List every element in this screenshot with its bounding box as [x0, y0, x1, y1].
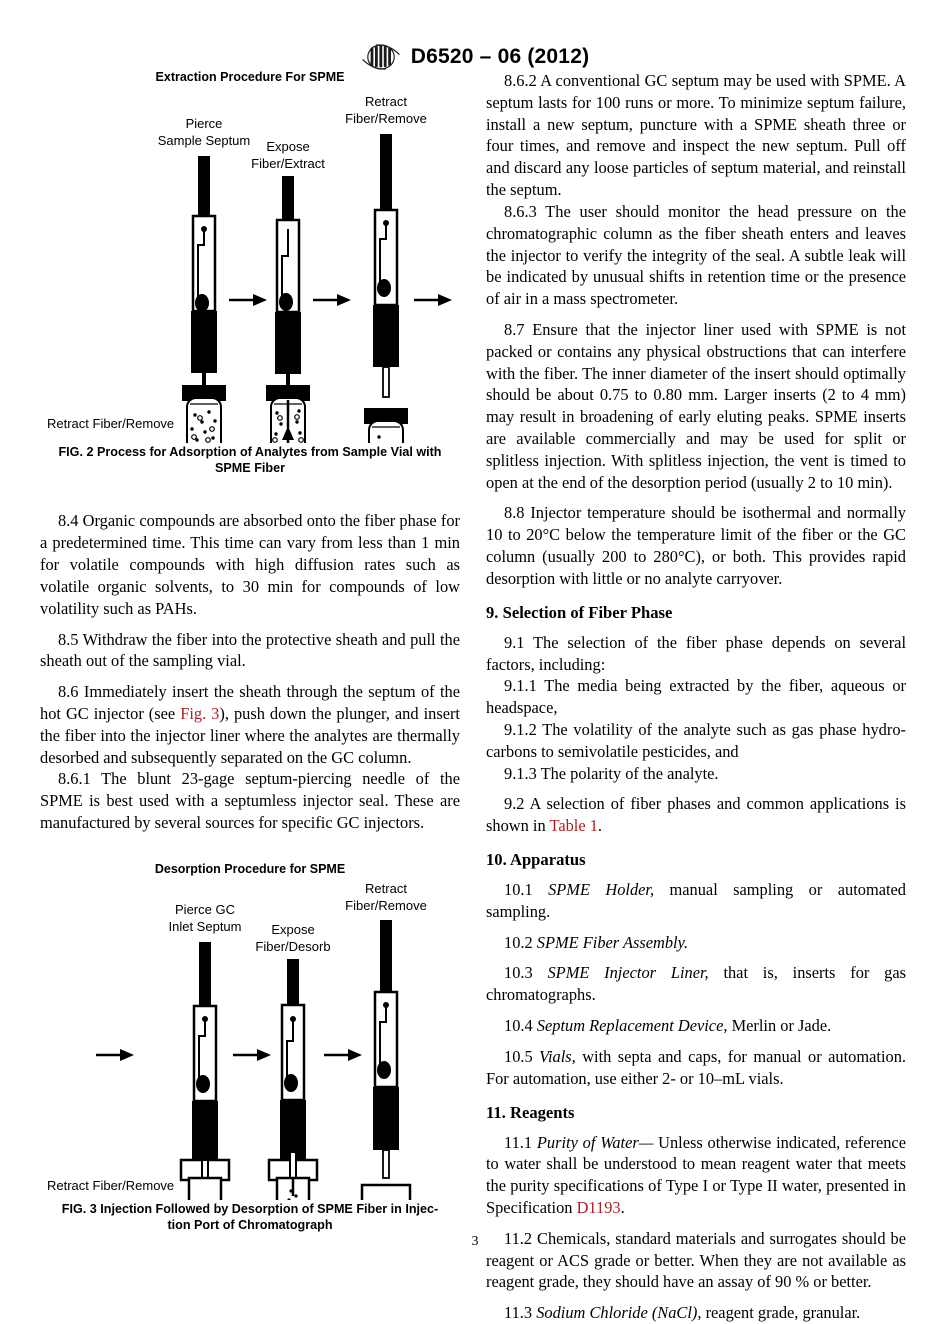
paragraph-8-5: 8.5 Withdraw the fiber into the protective sheath and pull the sheath out of the sampling vial. — [40, 629, 460, 671]
fig2-device-1 — [182, 156, 226, 443]
fig2-step1-label-line1: Pierce — [185, 116, 223, 131]
p103-term: SPME Injector Liner, — [547, 963, 709, 983]
fig2-device-2 — [266, 176, 310, 443]
p102-term: SPME Fiber Assembly. — [536, 932, 689, 952]
section-heading-11: 11. Reagents — [486, 1102, 575, 1122]
fig2-side-label: Retract Fiber/Remove — [47, 416, 175, 431]
fig2-step1-label-line2: Sample Septum — [157, 133, 251, 148]
fig2-device-3 — [364, 134, 408, 443]
p105-num: 10.5 — [504, 1046, 540, 1066]
fig2-arrow-2 — [313, 294, 351, 306]
paragraph-8-6 — [40, 681, 460, 768]
fig3-step3-label-line2: Fiber/Remove — [345, 897, 427, 913]
document-designation: D6520 – 06 (2012) — [410, 45, 590, 68]
paragraph-10-4 — [486, 1015, 906, 1037]
fig3-arrow-1 — [233, 1049, 271, 1061]
p111-num: 11.1 — [504, 1132, 537, 1152]
p104-rest: Merlin or Jade. — [727, 1016, 832, 1036]
section-heading-10: 10. Apparatus — [486, 850, 586, 869]
paragraph-9-1-3: 9.1.3 The polarity of the analyte. — [504, 763, 719, 783]
figure-2-title: Extraction Procedure For SPME — [155, 70, 345, 84]
p104-num: 10.4 — [504, 1016, 537, 1036]
fig2-step3-label-line2: Fiber/Remove — [345, 111, 427, 126]
left-column — [40, 70, 460, 1233]
p86-post: ), push down the plunger, and insert the fiber into the injector liner where the analytes are thermally desorbed and subsequently separated on the GC column. — [40, 703, 460, 767]
paragraph-11-3 — [486, 1302, 906, 1324]
xref-fig-3[interactable]: Fig. 3 — [180, 703, 220, 723]
p113-num: 11.3 — [504, 1303, 537, 1323]
right-column — [486, 70, 906, 1324]
p113-rest: reagent grade, granular. — [701, 1303, 861, 1323]
fig2-step3-label-line1: Retract — [365, 94, 407, 109]
fig3-device-2 — [269, 959, 317, 1200]
p104-term: Septum Replacement Device, — [536, 1016, 728, 1036]
p113-term: Sodium Chloride (NaCl), — [536, 1303, 702, 1323]
p111-term: Purity of Water— — [536, 1132, 654, 1152]
paragraph-11-1 — [486, 1132, 906, 1219]
p111-post: . — [620, 1197, 625, 1217]
figure-3-illustration — [41, 880, 459, 1200]
fig2-arrow-1 — [229, 294, 267, 306]
paragraph-8-6-2: 8.6.2 A conventional GC septum may be used with SPME. A septum lasts for 100 runs or more. To minimize septum failure, install a new septum, puncture with a SPME sheath three or four times, and remove and inspect the new septum. Pull off and discard any loose particles of septum material, and reinstall the septum. — [486, 71, 906, 200]
figure-3-caption-line1: FIG. 3 Injection Followed by Desorption of SPME Fiber in Injec- — [61, 1201, 439, 1216]
figure-2 — [40, 70, 460, 476]
paragraph-10-5 — [486, 1046, 906, 1090]
fig2-step2-label-line2: Fiber/Extract — [251, 156, 325, 171]
paragraph-9-1-1: 9.1.1 The media being extracted by the fiber, aqueous or headspace, — [486, 676, 906, 718]
fig3-arrow-0 — [96, 1049, 134, 1061]
figure-2-caption-line1: FIG. 2 Process for Adsorption of Analytes from Sample Vial with — [58, 445, 442, 459]
p86-pre: 8.6 Immediately insert the sheath through the septum of the hot GC injector (see — [40, 682, 460, 723]
paragraph-11-2: 11.2 Chemicals, standard materials and surrogates should be reagent or ACS grade or better. When they are not available as reagent grade, they should have an assay of 90 % or better. — [486, 1228, 906, 1292]
p103-rest: that is, inserts for gas chromatographs. — [486, 963, 906, 1005]
fig3-step3-label-line1: Retract — [365, 880, 407, 896]
p101-rest: manual sampling or automated sampling. — [486, 880, 906, 921]
p105-term: Vials, — [539, 1046, 576, 1066]
paragraph-9-1: 9.1 The selection of the fiber phase depends on several factors, including: — [486, 632, 906, 674]
p111-mid: Unless otherwise indicated, reference to water shall be understood to mean reagent water that meets the purity specifications of Type I or Type II water, presented in Specification — [486, 1132, 906, 1217]
p102-num: 10.2 — [504, 932, 537, 952]
fig3-device-1 — [181, 942, 229, 1200]
fig3-device-3 — [362, 920, 410, 1200]
p103-num: 10.3 — [504, 963, 548, 983]
figure-3-caption-line2: tion Port of Chromatograph — [167, 1217, 333, 1232]
fig2-step2-label-line1: Expose — [266, 139, 310, 154]
fig3-step1-label-line2: Inlet Septum — [168, 918, 242, 934]
p92-pre: 9.2 A selection of fiber phases and common applications is shown in — [486, 794, 906, 836]
paragraph-8-6-1: 8.6.1 The blunt 23-gage septum-piercing needle of the SPME is best used with a septumless injector seal. These are manufactured by several sources for specific GC injectors. — [40, 769, 460, 833]
paragraph-10-3 — [486, 962, 906, 1006]
p101-term: SPME Holder, — [548, 880, 655, 899]
paragraph-9-2 — [486, 793, 906, 837]
section-heading-9: 9. Selection of Fiber Phase — [486, 602, 673, 622]
paragraph-9-1-2: 9.1.2 The volatility of the analyte such as gas phase hydro-carbons to semivolatile pesticides, and — [486, 719, 906, 761]
figure-2-caption — [40, 445, 460, 476]
fig3-step1-label-line1: Pierce GC — [175, 901, 235, 917]
p92-post: . — [597, 816, 603, 836]
page-number: 3 — [471, 1234, 479, 1249]
fig3-side-label: Retract Fiber/Remove — [47, 1177, 175, 1193]
xref-table-1[interactable]: Table 1 — [549, 816, 598, 836]
p101-num: 10.1 — [504, 880, 549, 899]
xref-d1193[interactable]: D1193 — [576, 1197, 621, 1217]
paragraph-10-1 — [486, 879, 906, 923]
figure-2-caption-line2: SPME Fiber — [215, 460, 285, 475]
figure-3-caption — [40, 1202, 460, 1233]
fig3-step2-label-line2: Fiber/Desorb — [255, 938, 331, 954]
paragraph-8-4: 8.4 Organic compounds are absorbed onto the fiber phase for a predetermined time. This time can vary from less than 1 min for volatile compounds with high diffusion rates such as volatile organic solvents, to 30 min for compounds of low volatility such as PAHs. — [40, 511, 460, 618]
paragraph-8-6-3: 8.6.3 The user should monitor the head pressure on the chromatographic column as the fiber sheath enters and leaves the injector to verify the integrity of the seal. A subtle leak will be indicated by unusual shifts in retention time or the presence of air in a mass spectrometer. — [486, 201, 906, 309]
astm-logo-icon — [361, 41, 401, 73]
two-column-body — [0, 70, 950, 1324]
fig3-step2-label-line1: Expose — [271, 921, 315, 937]
paragraph-8-8: 8.8 Injector temperature should be isothermal and normally 10 to 20°C below the temperature limit of the fiber or the GC column (usually 200 to 280°C), or both. This provides rapid desorption with little or no analyte carryover. — [486, 503, 906, 588]
paragraph-8-7: 8.7 Ensure that the injector liner used with SPME is not packed or contains any physical obstructions that can interfere with the fiber. The inner diameter of the insert should optimally should be about 0.75 to 0.80 mm. Larger inserts (2 to 4 mm) may result in broadening of early eluting peaks. SPME inserts are available commercially and may be used for split or splitless injection. With splitless injection, the vent is timed to open at the end of the desorption period (usually 2 to 10 min). — [486, 319, 906, 492]
figure-2-illustration — [41, 88, 459, 443]
page-header — [0, 0, 950, 70]
figure-3-title: Desorption Procedure for SPME — [154, 861, 346, 876]
fig3-arrow-2 — [324, 1049, 362, 1061]
figure-3 — [40, 862, 460, 1233]
paragraph-10-2 — [486, 932, 906, 954]
p105-rest: with septa and caps, for manual or automation. For automation, use either 2- or 10–mL vials. — [486, 1046, 906, 1088]
fig2-arrow-3 — [414, 294, 452, 306]
